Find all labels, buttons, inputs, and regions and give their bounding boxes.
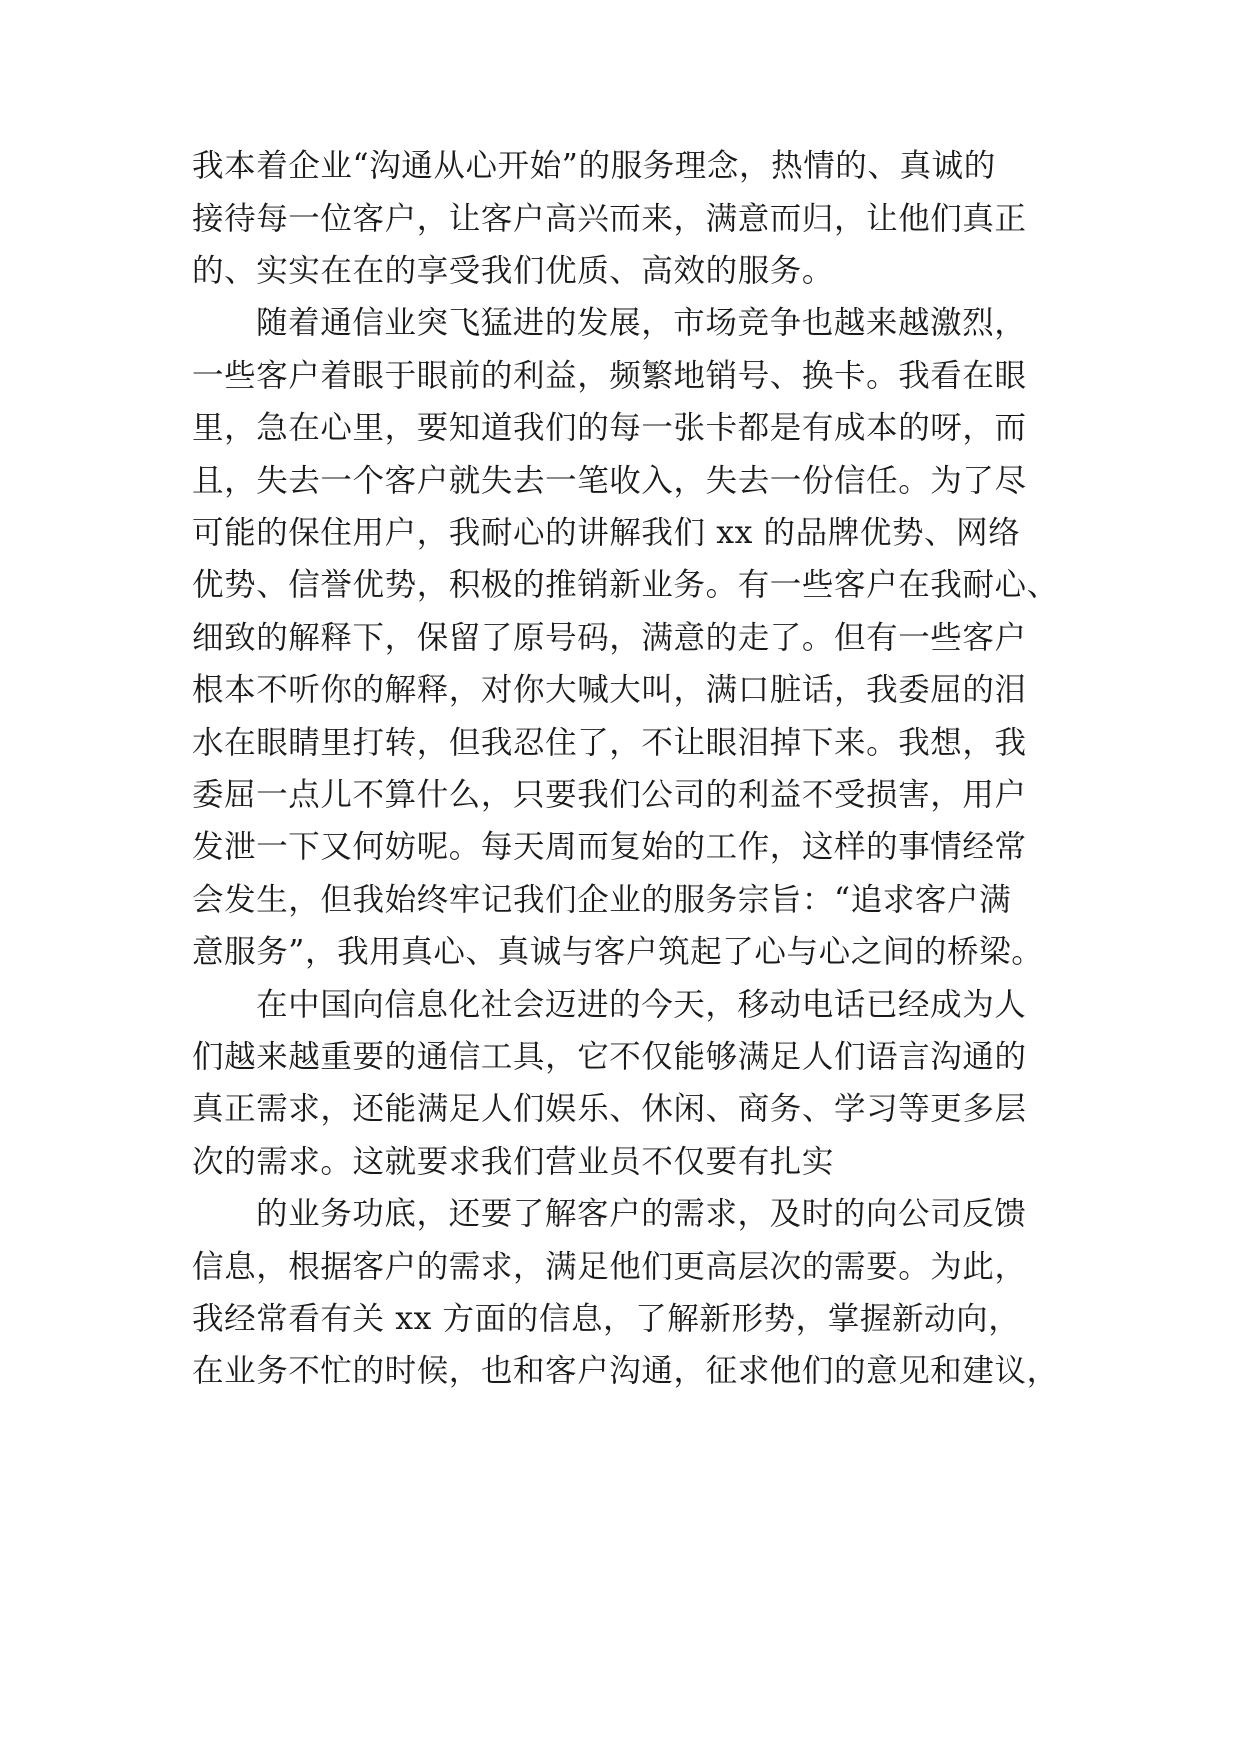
text-line: 的、实实在在的享受我们优质、高效的服务。 [192,253,835,289]
text-line: 发泄一下又何妨呢。每天周而复始的工作，这样的事情经常 [192,829,1027,865]
text-line: 在业务不忙的时候，也和客户沟通，征求他们的意见和建议， [192,1353,1059,1389]
text-line: 意服务”，我用真心、真诚与客户筑起了心与心之间的桥梁。 [192,934,1044,970]
text-line: 信息，根据客户的需求，满足他们更高层次的需要。为此， [192,1249,1027,1285]
paragraph-first-line: 随着通信业突飞猛进的发展，市场竞争也越来越激烈， [256,305,1027,341]
text-line: 水在眼睛里打转，但我忍住了，不让眼泪掉下来。我想，我 [192,725,1027,761]
text-line: 且，失去一个客户就失去一笔收入，失去一份信任。为了尽 [192,463,1027,499]
text-line: 们越来越重要的通信工具，它不仅能够满足人们语言沟通的 [192,1039,1027,1075]
paragraph-first-line: 的业务功底，还要了解客户的需求，及时的向公司反馈 [256,1196,1027,1232]
text-line: 一些客户着眼于眼前的利益，频繁地销号、换卡。我看在眼 [192,358,1027,394]
text-line: 根本不听你的解释，对你大喊大叫，满口脏话，我委屈的泪 [192,672,1027,708]
text-line: 细致的解释下，保留了原号码，满意的走了。但有一些客户 [192,620,1027,656]
text-line: 我经常看有关 xx 方面的信息，了解新形势，掌握新动向， [192,1301,1021,1337]
text-line: 接待每一位客户，让客户高兴而来，满意而归，让他们真正 [192,201,1027,237]
text-line: 我本着企业“沟通从心开始”的服务理念，热情的、真诚的 [192,148,996,184]
text-line: 里，急在心里，要知道我们的每一张卡都是有成本的呀，而 [192,410,1027,446]
text-line: 真正需求，还能满足人们娱乐、休闲、商务、学习等更多层 [192,1091,1027,1127]
text-line: 委屈一点儿不算什么，只要我们公司的利益不受损害，用户 [192,777,1027,813]
text-line: 会发生，但我始终牢记我们企业的服务宗旨：“追求客户满 [192,882,1012,918]
paragraph-first-line: 在中国向信息化社会迈进的今天，移动电话已经成为人 [256,987,1027,1023]
text-line: 次的需求。这就要求我们营业员不仅要有扎实 [192,1144,835,1180]
text-line: 可能的保住用户，我耐心的讲解我们 xx 的品牌优势、网络 [192,515,1021,551]
text-line: 优势、信誉优势，积极的推销新业务。有一些客户在我耐心、 [192,567,1059,603]
